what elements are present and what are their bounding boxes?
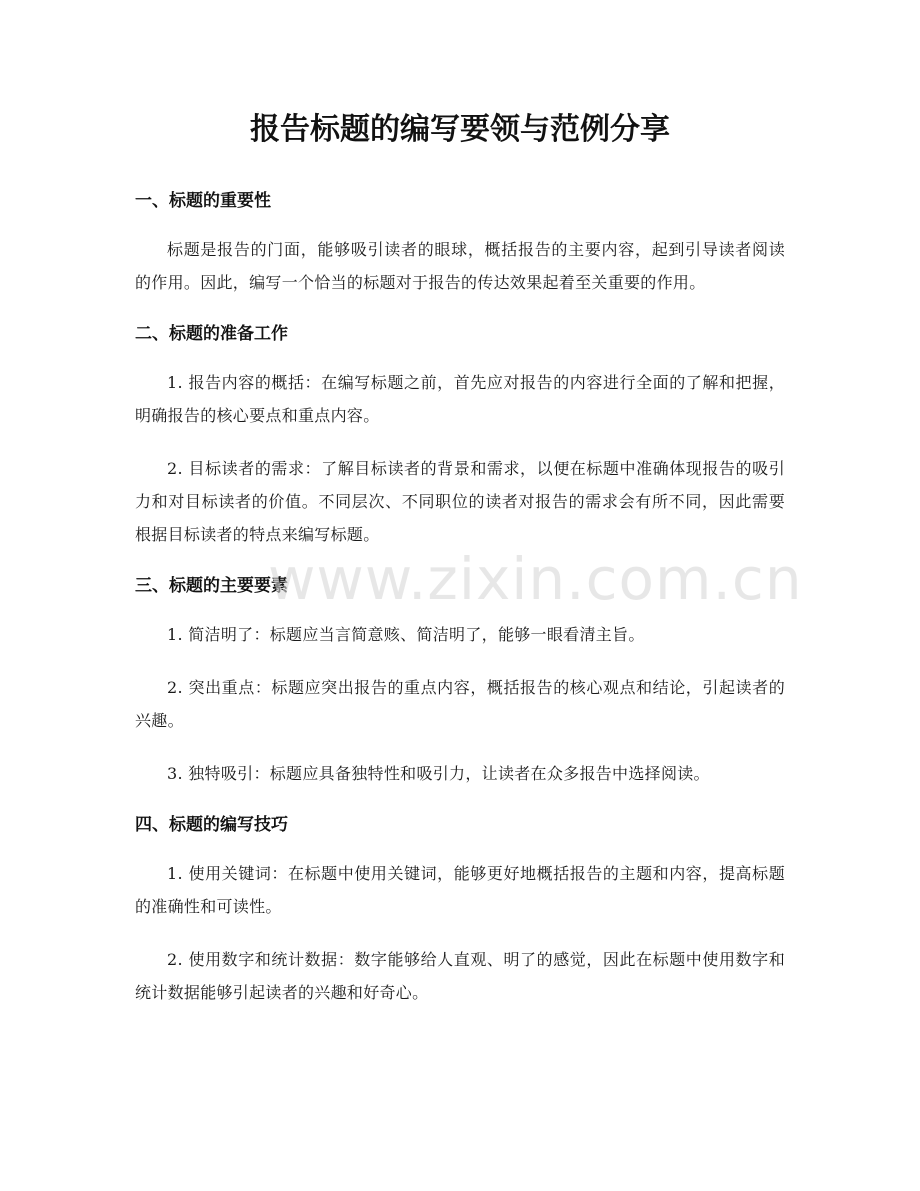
paragraph: 1. 简洁明了：标题应当言简意赅、简洁明了，能够一眼看清主旨。 xyxy=(167,625,645,644)
document-body xyxy=(135,186,785,1029)
section-importance xyxy=(135,186,785,299)
paragraph: 2. 使用数字和统计数据：数字能够给人直观、明了的感觉，因此在标题中使用数字和统计数据能够引起读者的兴趣和好奇心。 xyxy=(135,950,785,1002)
section-preparation xyxy=(135,319,785,551)
paragraph: 3. 独特吸引：标题应具备独特性和吸引力，让读者在众多报告中选择阅读。 xyxy=(167,764,710,783)
paragraph: 2. 突出重点：标题应突出报告的重点内容，概括报告的核心观点和结论，引起读者的兴趣。 xyxy=(135,678,785,730)
section-techniques xyxy=(135,810,785,1009)
watermark: www.zixin.com.cn xyxy=(268,545,803,613)
section-heading: 四、标题的编写技巧 xyxy=(135,815,288,835)
section-heading: 二、标题的准备工作 xyxy=(135,324,288,344)
document-title: 报告标题的编写要领与范例分享 xyxy=(250,112,670,147)
section-elements xyxy=(135,571,785,790)
paragraph: 1. 使用关键词：在标题中使用关键词，能够更好地概括报告的主题和内容，提高标题的准确性和可读性。 xyxy=(135,864,785,916)
paragraph: 标题是报告的门面，能够吸引读者的眼球，概括报告的主要内容，起到引导读者阅读的作用。因此，编写一个恰当的标题对于报告的传达效果起着至关重要的作用。 xyxy=(135,240,785,292)
paragraph: 1. 报告内容的概括：在编写标题之前，首先应对报告的内容进行全面的了解和把握，明确报告的核心要点和重点内容。 xyxy=(135,373,785,425)
paragraph: 2. 目标读者的需求：了解目标读者的背景和需求，以便在标题中准确体现报告的吸引力和对目标读者的价值。不同层次、不同职位的读者对报告的需求会有所不同，因此需要根据目标读者的特点来编写标题。 xyxy=(135,459,785,544)
section-heading: 三、标题的主要要素 xyxy=(135,576,288,596)
section-heading: 一、标题的重要性 xyxy=(135,191,271,211)
